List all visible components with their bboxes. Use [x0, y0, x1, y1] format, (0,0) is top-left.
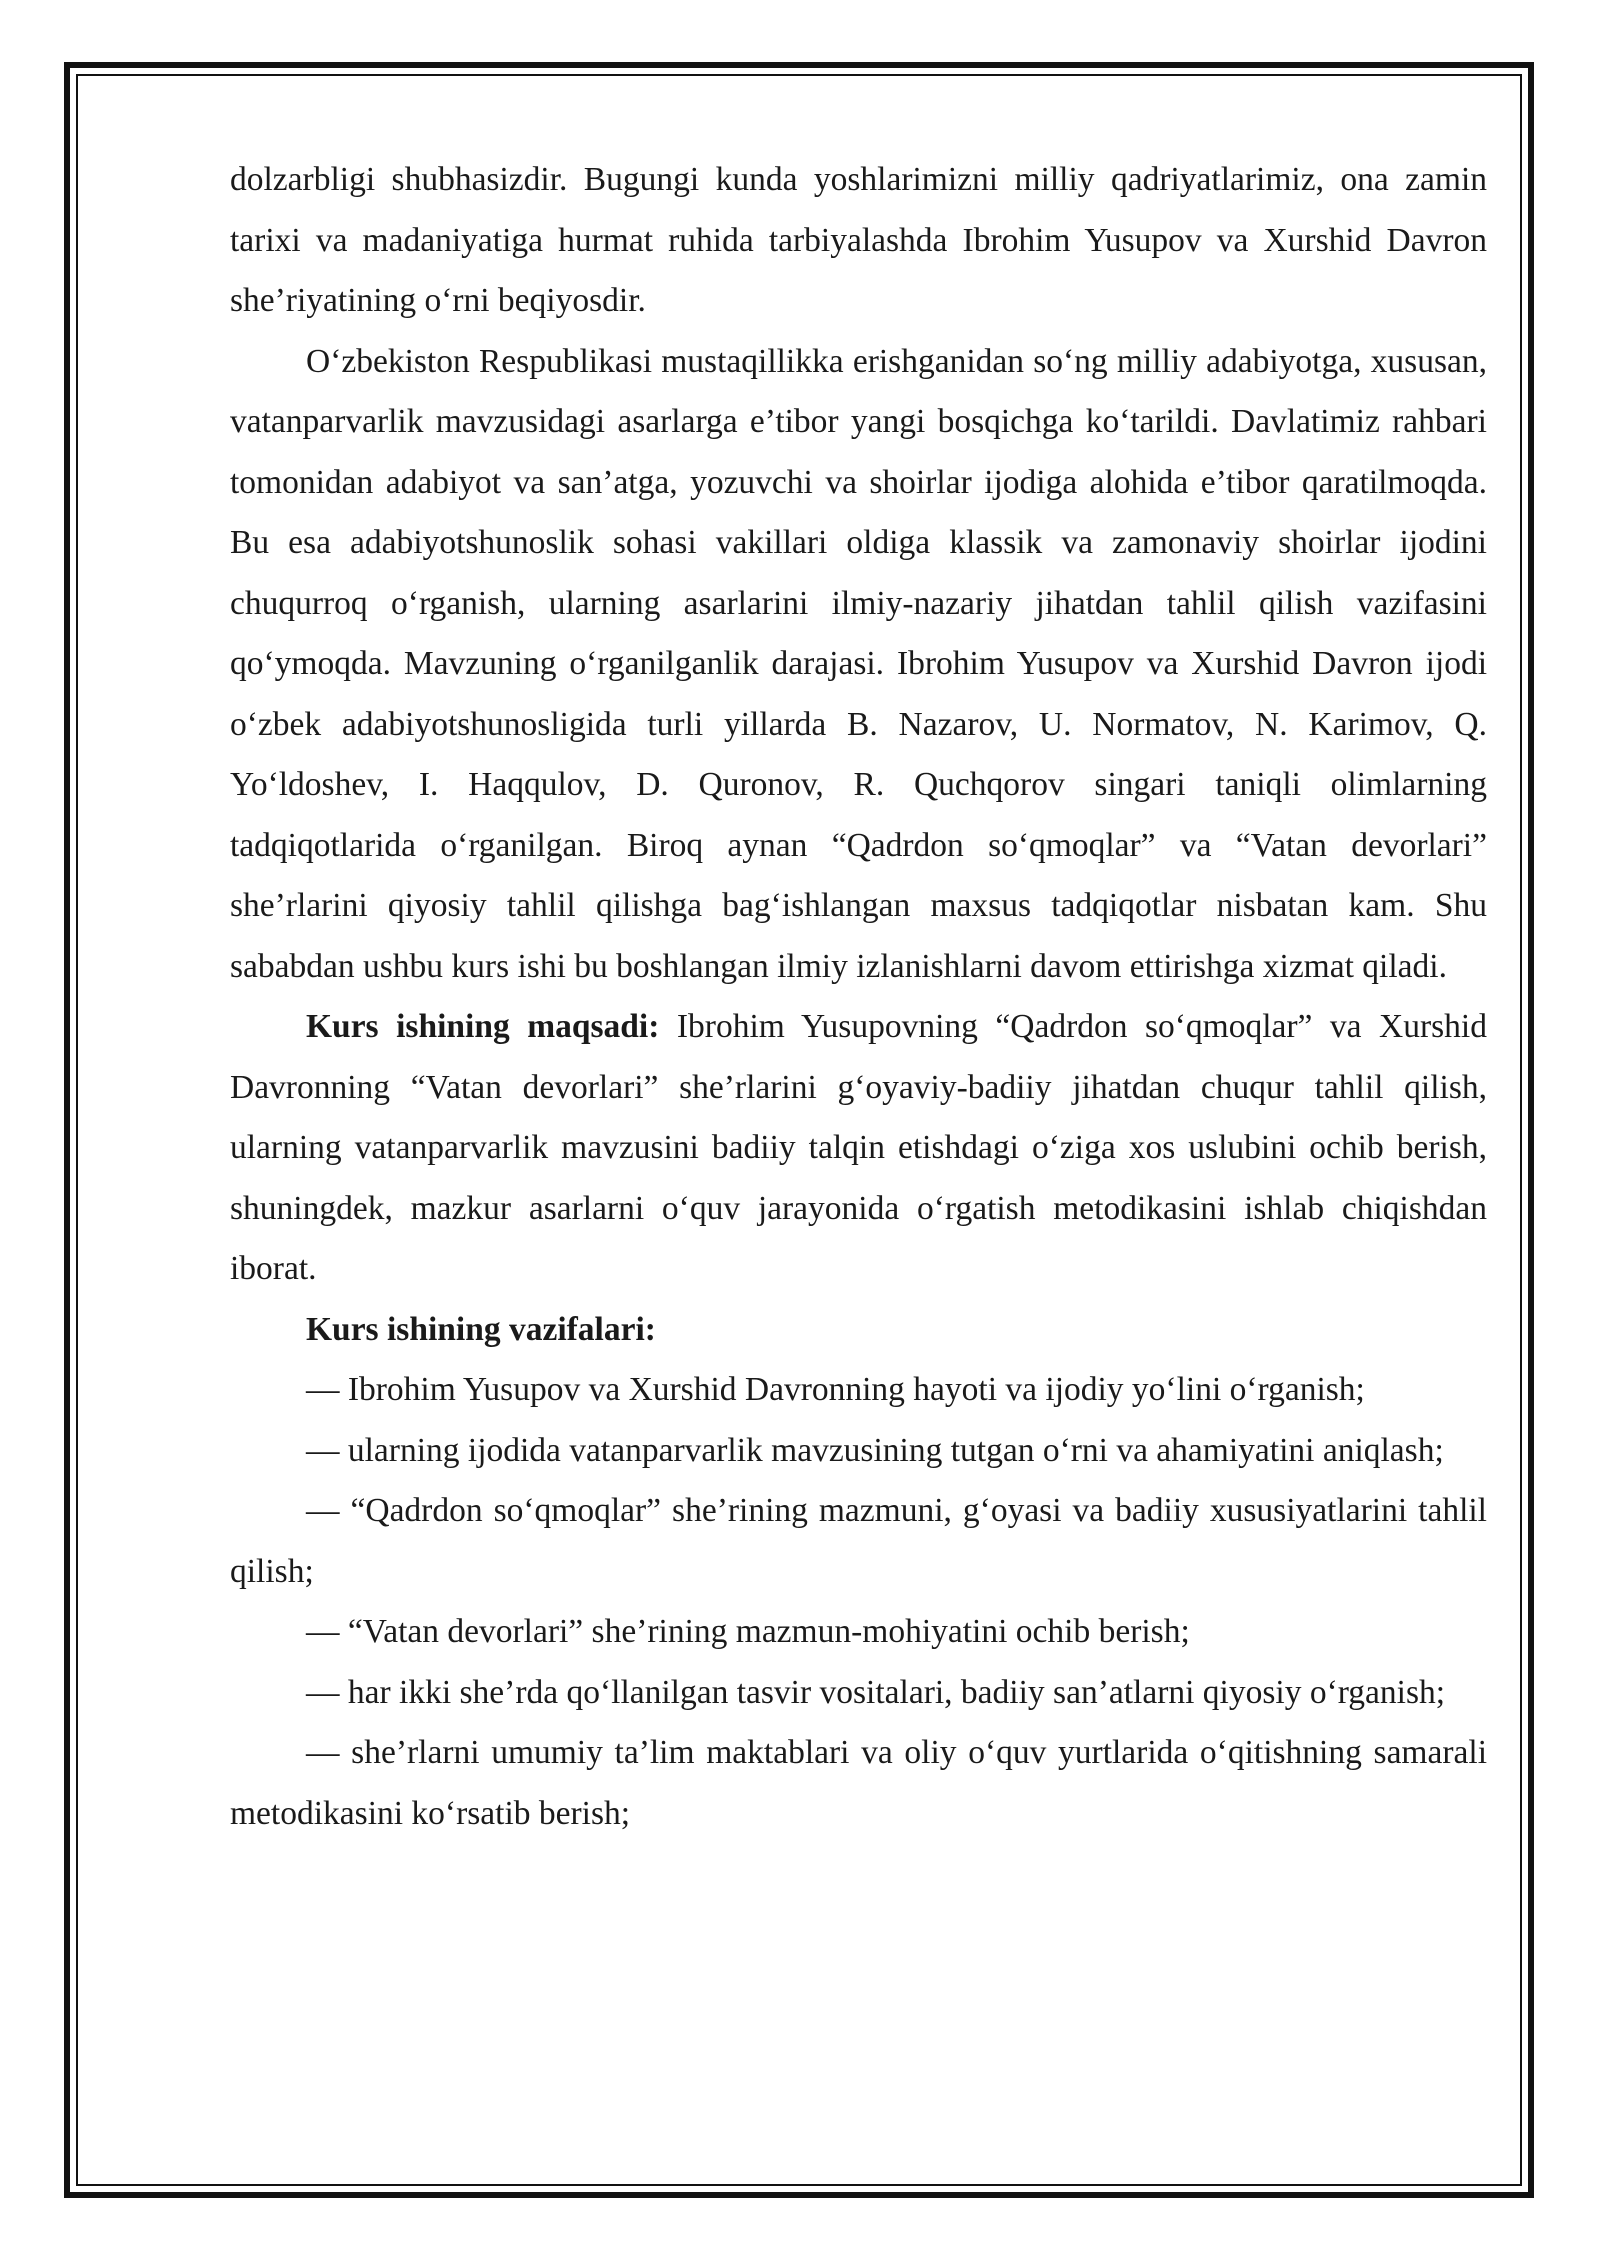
paragraph-course-goal: [230, 997, 1487, 1300]
course-goal-text: Ibrohim Yusupovning “Qadrdon so‘qmoqlar” va Xurshid Davronning “Vatan devorlari” she’rlarini g‘oyaviy-badiiy jihatdan chuqur tahlil qilish, ularning vatanparvarlik mavzusini badiiy talqin etishdagi o‘ziga xos uslubini ochib berish, shuningdek, mazkur asarlarni o‘quv jarayonida o‘rgatish metodikasini ishlab chiqishdan iborat.: [230, 1008, 1487, 1287]
task-item: — Ibrohim Yusupov va Xurshid Davronning hayoti va ijodiy yo‘lini o‘rganish;: [306, 1371, 1365, 1408]
paragraph-independence: O‘zbekiston Respublikasi mustaqillikka erishganidan so‘ng milliy adabiyotga, xususan, vatanparvarlik mavzusidagi asarlarga e’tibor yangi bosqichga ko‘tarildi. Davlatimiz rahbari tomonidan adabiyot va san’atga, yozuvchi va shoirlar ijodiga alohida e’tibor qaratilmoqda. Bu esa adabiyotshunoslik sohasi vakillari oldiga klassik va zamonaviy shoirlar ijodini chuqurroq o‘rganish, ularning asarlarini ilmiy-nazariy jihatdan tahlil qilish vazifasini qo‘ymoqda. Mavzuning o‘rganilganlik darajasi. Ibrohim Yusupov va Xurshid Davron ijodi o‘zbek adabiyotshunosligida turli yillarda B. Nazarov, U. Normatov, N. Karimov, Q. Yo‘ldoshev, I. Haqqulov, D. Quronov, R. Quchqorov singari taniqli olimlarning tadqiqotlarida o‘rganilgan. Biroq aynan “Qadrdon so‘qmoqlar” va “Vatan devorlari” she’rlarini qiyosiy tahlil qilishga bag‘ishlangan maxsus tadqiqotlar nisbatan kam. Shu sababdan ushbu kurs ishi bu boshlangan ilmiy izlanishlarni davom ettirishga xizmat qiladi.: [230, 342, 1487, 985]
task-item: — ularning ijodida vatanparvarlik mavzusining tutgan o‘rni va ahamiyatini aniqlash;: [306, 1431, 1444, 1469]
task-item: — har ikki she’rda qo‘llanilgan tasvir vositalari, badiiy san’atlarni qiyosiy o‘rganish;: [306, 1673, 1446, 1711]
paragraph-intro-continuation: dolzarbligi shubhasizdir. Bugungi kunda yoshlarimizni milliy qadriyatlarimiz, ona zamin tarixi va madaniyatiga hurmat ruhida tarbiyalashda Ibrohim Yusupov va Xurshid Davron she’riyatining o‘rni beqiyosdir.: [230, 161, 1487, 319]
course-goal-heading: Kurs ishining maqsadi:: [306, 1008, 660, 1045]
task-item: — “Vatan devorlari” she’rining mazmun-mohiyatini ochib berish;: [306, 1613, 1190, 1650]
task-item: — she’rlarni umumiy ta’lim maktablari va oliy o‘quv yurtlarida o‘qitishning samarali metodikasini ko‘rsatib berish;: [230, 1734, 1487, 1832]
course-tasks-heading: Kurs ishining vazifalari:: [306, 1310, 656, 1348]
document-body: [230, 150, 1487, 1844]
task-item: — “Qadrdon so‘qmoqlar” she’rining mazmuni, g‘oyasi va badiiy xususiyatlarini tahlil qilish;: [230, 1492, 1487, 1590]
paragraph-course-tasks-heading: [230, 1300, 1487, 1361]
